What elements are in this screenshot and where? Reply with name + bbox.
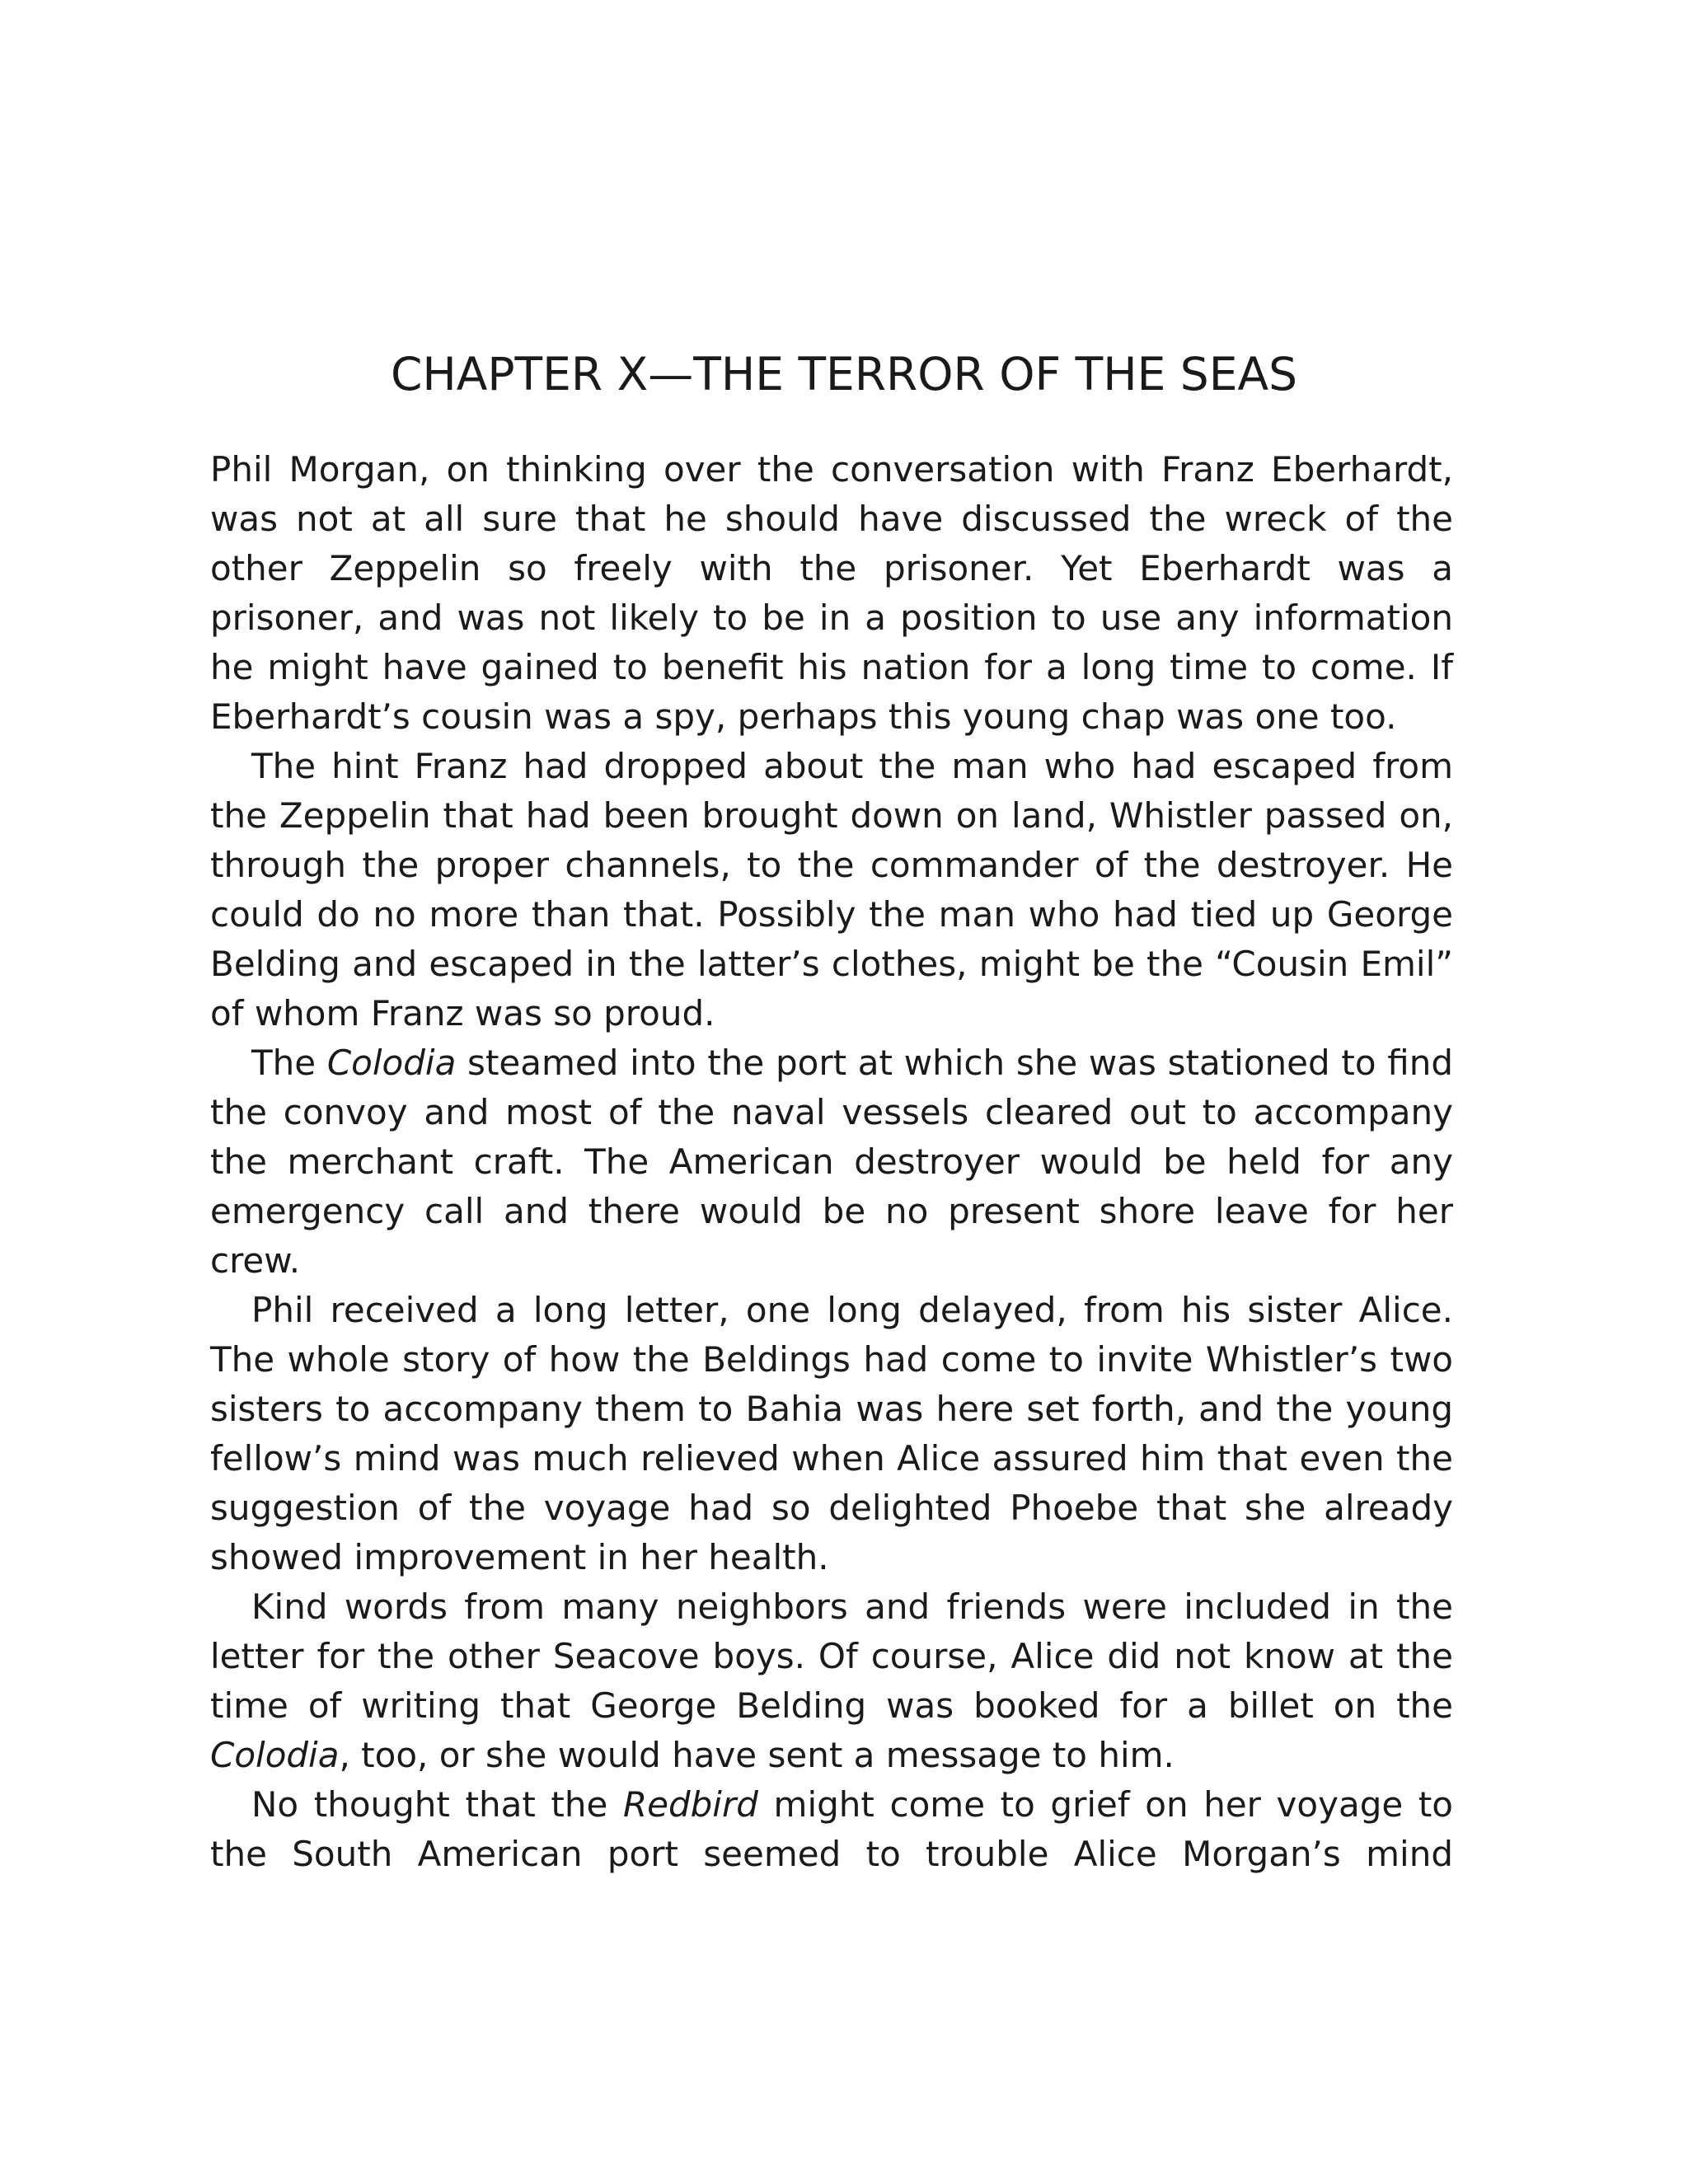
text-run: might come to grief on her voyage to the South American port seemed to trouble Alice Morgan’s mind <box>210 1784 1453 1874</box>
italic-title: Redbird <box>622 1784 758 1825</box>
text-run: Kind words from many neighbors and friends were included in the letter for the other Seacove boys. Of course, Alice did not know at the time of writing that George Belding was booked for a billet on the <box>210 1586 1453 1726</box>
text-run: steamed into the port at which she was stationed to find the convoy and most of the naval vessels cleared out to accompany the merchant craft. The American destroyer would be held for any emergency call and there would be no present shore leave for her crew. <box>210 1043 1453 1281</box>
chapter-body <box>210 445 1453 1879</box>
text-run: , too, or she would have sent a message to him. <box>339 1735 1175 1775</box>
chapter-title: CHAPTER X—THE TERROR OF THE SEAS <box>390 348 1298 401</box>
paragraph <box>210 1038 1453 1286</box>
text-run: The <box>251 1043 327 1083</box>
text-run: The hint Franz had dropped about the man who had escaped from the Zeppelin that had been brought down on land, Whistler passed on, through the proper channels, to the commander of the destroyer. He could do no more than that. Possibly the man who had tied up George Belding and escaped in the latter’s clothes, might be the “Cousin Emil” of whom Franz was so proud. <box>210 746 1453 1033</box>
text-run: Phil Morgan, on thinking over the conversation with Franz Eberhardt, was not at all sure that he should have discussed the wreck of the other Zeppelin so freely with the prisoner. Yet Eberhardt was a prisoner, and was not likely to be in a position to use any information he might have gained to benefit his nation for a long time to come. If Eberhardt’s cousin was a spy, perhaps this young chap was one too. <box>210 449 1453 737</box>
paragraph <box>210 445 1453 742</box>
paragraph <box>210 1780 1453 1879</box>
italic-title: Colodia <box>326 1043 457 1083</box>
text-run: Phil received a long letter, one long delayed, from his sister Alice. The whole story of how the Beldings had come to invite Whistler’s two sisters to accompany them to Bahia was here set forth, and the young fellow’s mind was much relieved when Alice assured him that even the suggestion of the voyage had so delighted Phoebe that she already showed improvement in her health. <box>210 1290 1453 1577</box>
italic-title: Colodia <box>210 1735 340 1775</box>
text-run: No thought that the <box>251 1784 623 1825</box>
paragraph <box>210 1286 1453 1582</box>
paragraph <box>210 742 1453 1038</box>
paragraph <box>210 1582 1453 1780</box>
